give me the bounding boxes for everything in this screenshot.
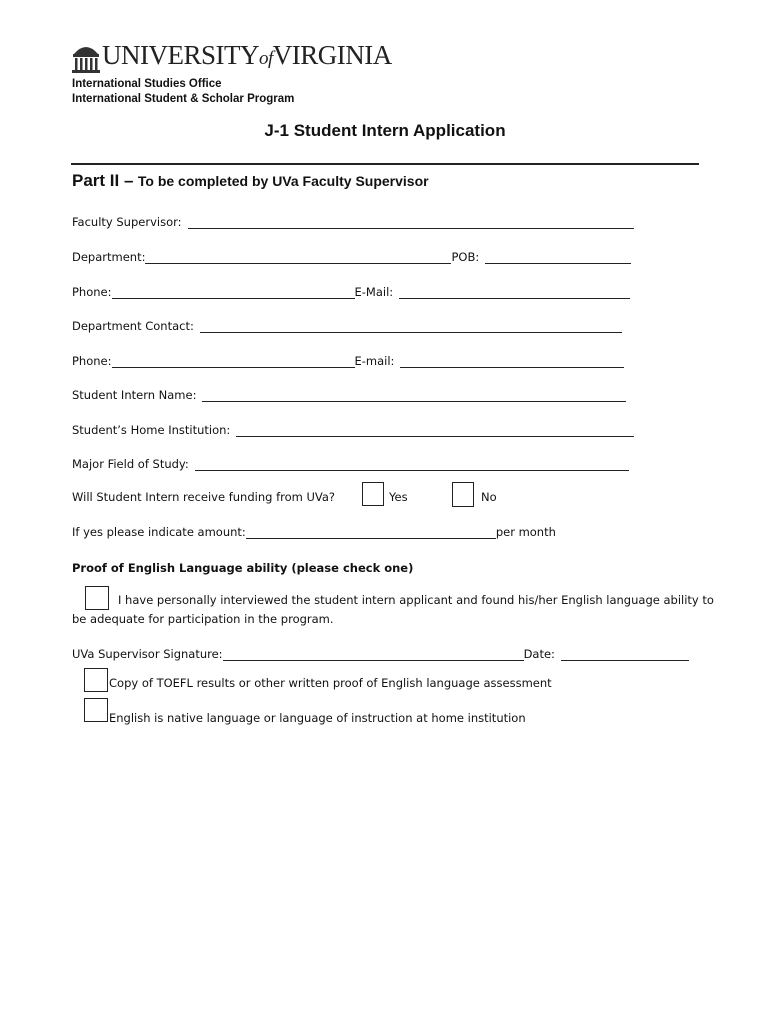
major-field-label: Major Field of Study: — [72, 457, 189, 471]
email-field-2[interactable] — [400, 354, 624, 368]
amount-label: If yes please indicate amount: — [72, 525, 246, 539]
per-month-label: per month — [495, 525, 556, 539]
phone-field-1[interactable] — [112, 285, 355, 299]
major-field-field[interactable] — [195, 457, 629, 471]
email-field-1[interactable] — [399, 285, 630, 299]
part-subtitle: To be completed by UVa Faculty Supervisor — [137, 173, 429, 189]
english-heading: Proof of English Language ability (please check one) — [72, 561, 414, 575]
native-language-checkbox[interactable] — [84, 698, 108, 722]
faculty-supervisor-row — [72, 211, 634, 229]
date-label: Date: — [523, 647, 555, 661]
phone-label-2: Phone: — [72, 354, 112, 368]
toefl-label: Copy of TOEFL results or other written proof of English language assessment — [109, 676, 552, 690]
pob-field[interactable] — [485, 250, 631, 264]
native-language-label: English is native language or language of instruction at home institution — [109, 711, 526, 725]
faculty-supervisor-field[interactable] — [188, 215, 634, 229]
department-field[interactable] — [145, 250, 451, 264]
form-title: J-1 Student Intern Application — [264, 121, 506, 140]
toefl-checkbox[interactable] — [84, 668, 108, 692]
major-field-row — [72, 453, 629, 471]
part-label: Part II – — [72, 171, 134, 190]
phone-row-1 — [72, 281, 630, 299]
phone-row-2 — [72, 350, 624, 368]
university-logo — [72, 38, 392, 78]
interview-text-line-2: be adequate for participation in the program. — [72, 612, 334, 626]
funding-yes-label: Yes — [389, 490, 408, 504]
student-intern-name-row — [72, 384, 626, 402]
amount-row — [72, 521, 556, 539]
student-intern-name-field[interactable] — [202, 388, 626, 402]
student-intern-name-label: Student Intern Name: — [72, 388, 197, 402]
funding-yes-checkbox[interactable] — [362, 482, 384, 506]
pob-label: POB: — [451, 250, 480, 264]
department-row — [72, 246, 631, 264]
amount-field[interactable] — [246, 525, 496, 539]
signature-row — [72, 643, 689, 661]
signature-label: UVa Supervisor Signature: — [72, 647, 223, 661]
department-contact-row — [72, 315, 622, 333]
email-label-1: E-Mail: — [354, 285, 394, 299]
home-institution-label: Student’s Home Institution: — [72, 423, 231, 437]
faculty-supervisor-label: Faculty Supervisor: — [72, 215, 182, 229]
rotunda-icon — [72, 38, 100, 74]
date-field[interactable] — [561, 647, 689, 661]
interview-checkbox[interactable] — [85, 586, 109, 610]
program-name: International Student & Scholar Program — [72, 93, 295, 105]
phone-label-1: Phone: — [72, 285, 112, 299]
department-contact-label: Department Contact: — [72, 319, 194, 333]
title-divider — [71, 163, 699, 165]
home-institution-field[interactable] — [236, 423, 634, 437]
department-contact-field[interactable] — [200, 319, 622, 333]
phone-field-2[interactable] — [112, 354, 355, 368]
interview-text-line-1: I have personally interviewed the student intern applicant and found his/her English language ability to — [118, 593, 714, 607]
university-logo-text: UNIVERSITYofVIRGINIA — [102, 40, 392, 70]
email-label-2: E-mail: — [354, 354, 395, 368]
funding-no-label: No — [481, 490, 497, 504]
signature-field[interactable] — [223, 647, 524, 661]
funding-question: Will Student Intern receive funding from UVa? — [72, 490, 336, 504]
funding-no-checkbox[interactable] — [452, 482, 474, 507]
part-heading — [72, 171, 429, 191]
home-institution-row — [72, 419, 634, 437]
office-name: International Studies Office — [72, 78, 222, 90]
department-label: Department: — [72, 250, 146, 264]
